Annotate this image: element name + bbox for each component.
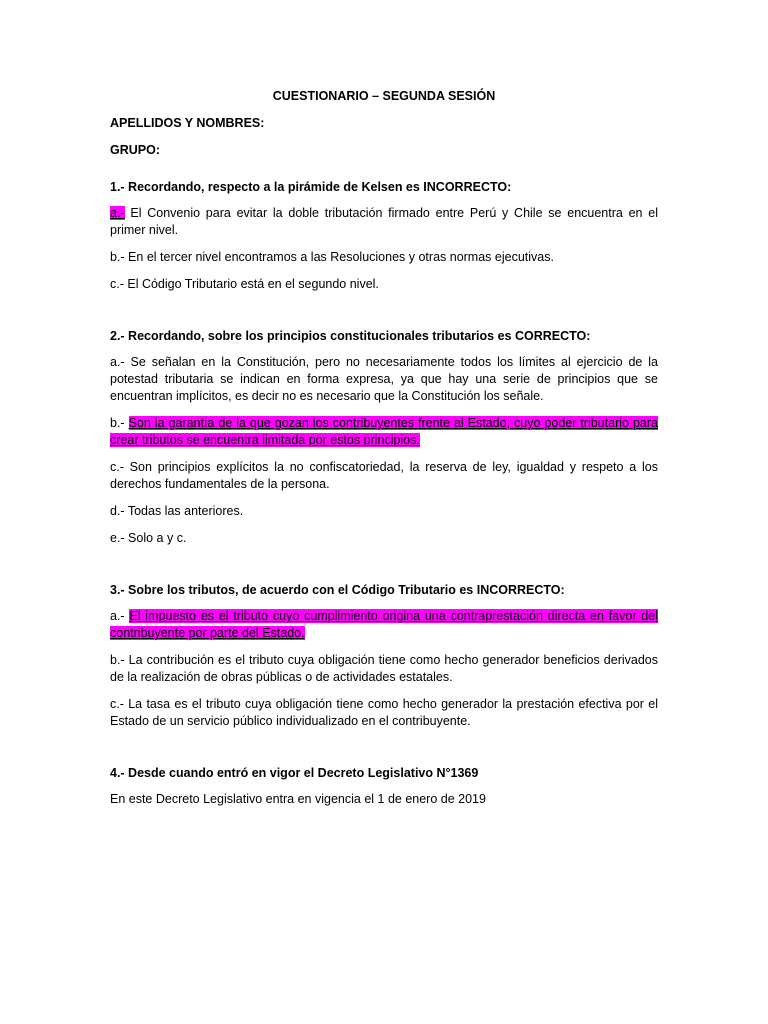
q3-option-c: c.- La tasa es el tributo cuya obligación tiene como hecho generador la prestación efectiva por el Estado de un servicio público individualizado en el contribuyente. — [110, 697, 658, 728]
q1-option-a-prefix: a.- — [110, 206, 125, 220]
question-4: 4.- Desde cuando entró en vigor el Decreto Legislativo N°1369 — [110, 766, 479, 780]
q2-option-b — [110, 415, 658, 449]
q4-answer: En este Decreto Legislativo entra en vigencia el 1 de enero de 2019 — [110, 792, 486, 806]
q2-option-d: d.- Todas las anteriores. — [110, 504, 244, 518]
document-title: CUESTIONARIO – SEGUNDA SESIÓN — [272, 89, 496, 103]
question-1: 1.- Recordando, respecto a la pirámide de Kelsen es INCORRECTO: — [110, 180, 512, 194]
q3-option-a-prefix: a.- — [110, 609, 125, 623]
q2-option-b-prefix: b.- — [110, 416, 125, 430]
field-names-label: APELLIDOS Y NOMBRES: — [110, 116, 265, 130]
q1-option-b: b.- En el tercer nivel encontramos a las Resoluciones y otras normas ejecutivas. — [110, 250, 554, 264]
question-2: 2.- Recordando, sobre los principios constitucionales tributarios es CORRECTO: — [110, 329, 591, 343]
q1-option-c: c.- El Código Tributario está en el segundo nivel. — [110, 277, 379, 291]
q2-option-c: c.- Son principios explícitos la no confiscatoriedad, la reserva de ley, igualdad y respeto a los derechos fundamentales de la persona. — [110, 460, 658, 491]
q1-option-a — [110, 205, 658, 239]
question-3: 3.- Sobre los tributos, de acuerdo con el Código Tributario es INCORRECTO: — [110, 583, 565, 597]
field-group-label: GRUPO: — [110, 143, 160, 157]
q3-option-a — [110, 608, 658, 642]
q2-option-b-text: Son la garantía de la que gozan los contribuyentes frente al Estado, cuyo poder tributario para crear tributos se encuentra limitada por estos principios. — [110, 416, 658, 447]
q2-option-e: e.- Solo a y c. — [110, 531, 187, 545]
q3-option-a-text: El impuesto es el tributo cuyo cumplimiento origina una contraprestación directa en favor del contribuyente por parte del Estado. — [110, 609, 658, 640]
q1-option-a-text: El Convenio para evitar la doble tributación firmado entre Perú y Chile se encuentra en el primer nivel. — [110, 206, 658, 237]
q2-option-a: a.- Se señalan en la Constitución, pero no necesariamente todos los límites al ejercicio de la potestad tributaria se indican en forma expresa, ya que hay una serie de principios que se encuentran implícitos, es decir no es necesario que la Constitución los señale. — [110, 355, 658, 403]
q3-option-b: b.- La contribución es el tributo cuya obligación tiene como hecho generador beneficios derivados de la realización de obras públicas o de actividades estatales. — [110, 653, 658, 684]
